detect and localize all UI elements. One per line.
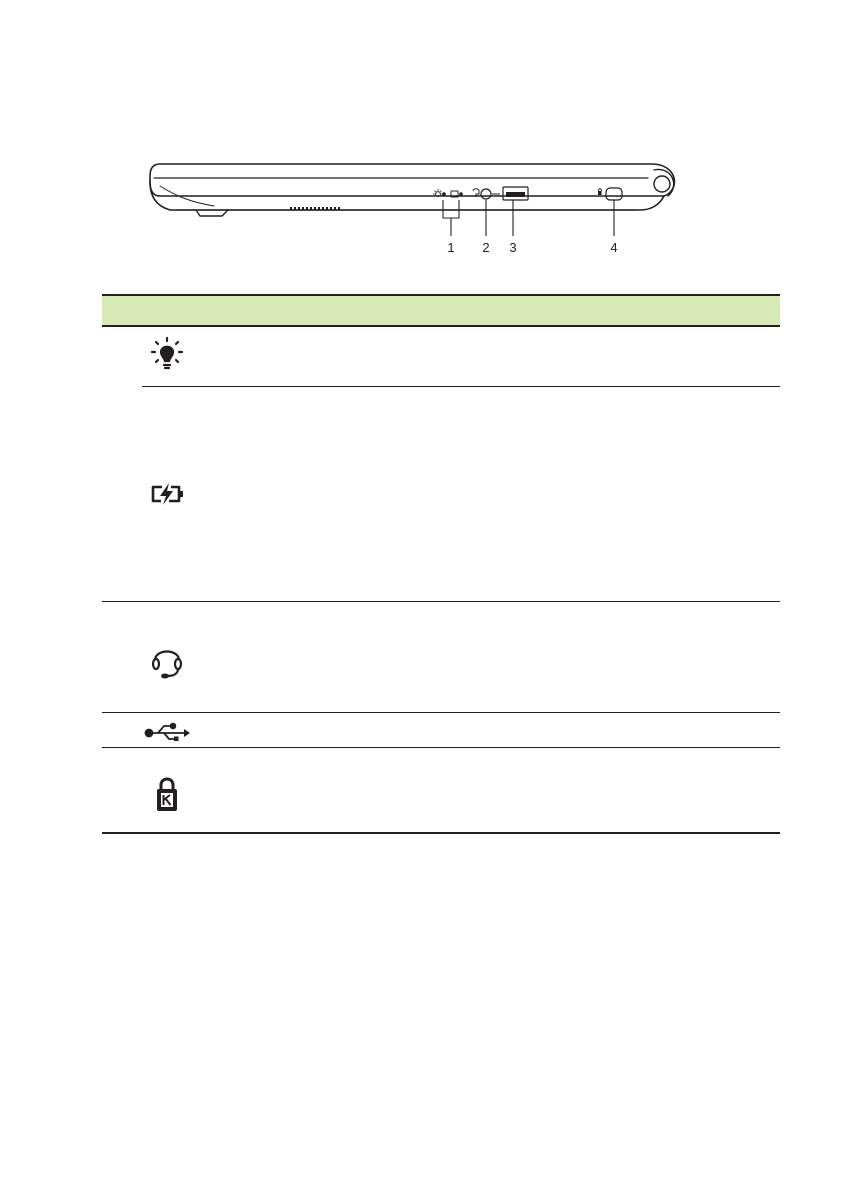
callout-number-1: 1 [447, 240, 455, 255]
callout-number-4: 4 [610, 240, 618, 255]
row-divider [142, 386, 780, 387]
battery-indicator-icon [147, 474, 187, 514]
headset-jack-icon [145, 638, 189, 682]
callout-lines [443, 200, 614, 236]
kensington-slot [598, 188, 622, 200]
laptop-right-side-view [0, 0, 841, 290]
laptop-front-foot [196, 210, 228, 216]
kensington-lock-icon [152, 774, 182, 814]
usb-port [492, 187, 528, 200]
callout-number-2: 2 [482, 240, 490, 255]
laptop-hinge [654, 176, 670, 192]
table-row-usb-icon-cell [142, 718, 192, 744]
row-divider [102, 747, 780, 748]
table-bottom-border [102, 832, 780, 834]
laptop-lid-outline [150, 164, 674, 196]
row-divider [102, 712, 780, 713]
audio-jack [473, 189, 491, 199]
table-header-row [102, 294, 780, 327]
power-indicator-icon [147, 334, 187, 374]
row-divider [102, 601, 780, 602]
table-row-power-icon-cell [142, 334, 192, 374]
usb-port-icon [144, 721, 190, 741]
table-row-battery-icon-cell [142, 474, 192, 514]
table-row-kensington-icon-cell [142, 774, 192, 814]
callout-number-3: 3 [509, 240, 517, 255]
table-row-headset-icon-cell [142, 638, 192, 682]
